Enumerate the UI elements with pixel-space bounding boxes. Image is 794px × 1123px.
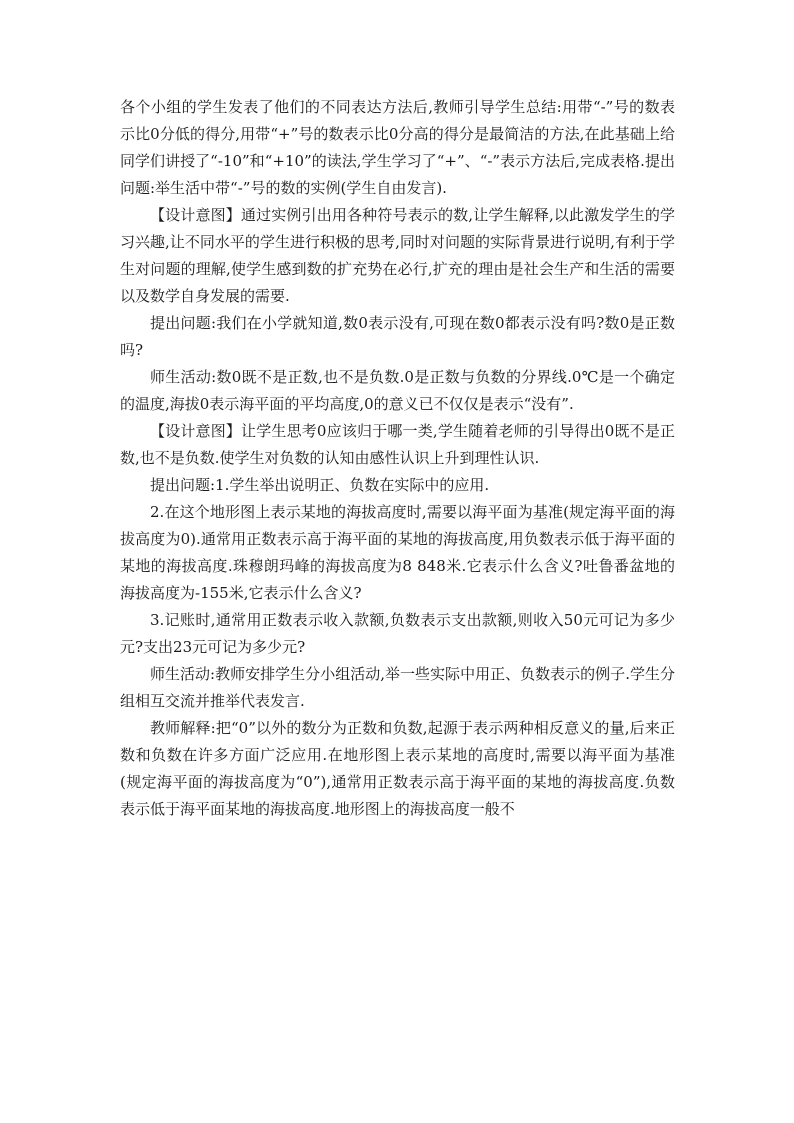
paragraph-teacher-explanation: 教师解释:把“0”以外的数分为正数和负数,起源于表示两种相反意义的量,后来正数和负数在许多方面广泛应用.在地形图上表示某地的高度时,需要以海平面为基准(规定海平面的海拔高度为“0”),通常用正数表示高于海平面的某地的海拔高度.负数表示低于海平面某地的海拔高度.地形图上的海拔高度一般不 <box>120 719 675 818</box>
document-body <box>120 94 675 823</box>
paragraph-accounting-example: 3.记账时,通常用正数表示收入款额,负数表示支出款额,则收入50元可记为多少元?支出23元可记为多少元? <box>120 611 675 656</box>
paragraph-activity-zero: 师生活动:数0既不是正数,也不是负数.0是正数与负数的分界线.0℃是一个确定的温度,海拔0表示海平面的平均高度,0的意义已不仅仅是表示“没有”. <box>120 368 675 413</box>
paragraph-question-applications: 提出问题:1.学生举出说明正、负数在实际中的应用. <box>150 476 490 494</box>
paragraph-question-zero: 提出问题:我们在小学就知道,数0表示没有,可现在数0都表示没有吗?数0是正数吗? <box>120 314 675 359</box>
paragraph-group-activity: 师生活动:教师安排学生分小组活动,举一些实际中用正、负数表示的例子.学生分组相互交流并推举代表发言. <box>120 665 675 710</box>
paragraph-design-intent-2: 【设计意图】让学生思考0应该归于哪一类,学生随着老师的引导得出0既不是正数,也不是负数.使学生对负数的认知由感性认识上升到理性认识. <box>120 422 675 467</box>
paragraph-student-expression-summary: 各个小组的学生发表了他们的不同表达方法后,教师引导学生总结:用带“-”号的数表示比0分低的得分,用带“+”号的数表示比0分高的得分是最简洁的方法,在此基础上给同学们讲授了“-10”和“+10”的读法,学生学习了“+”、“-”表示方法后,完成表格.提出问题:举生活中带“-”号的数的实例(学生自由发言). <box>120 98 675 197</box>
paragraph-altitude-example: 2.在这个地形图上表示某地的海拔高度时,需要以海平面为基准(规定海平面的海拔高度为0).通常用正数表示高于海平面的某地的海拔高度,用负数表示低于海平面的某地的海拔高度.珠穆朗玛峰的海拔高度为8 848米.它表示什么含义?吐鲁番盆地的海拔高度为-155米,它表示什么含义? <box>120 503 675 602</box>
paragraph-design-intent-1: 【设计意图】通过实例引出用各种符号表示的数,让学生解释,以此激发学生的学习兴趣,让不同水平的学生进行积极的思考,同时对问题的实际背景进行说明,有利于学生对问题的理解,使学生感到数的扩充势在必行,扩充的理由是社会生产和生活的需要以及数学自身发展的需要. <box>120 206 675 305</box>
